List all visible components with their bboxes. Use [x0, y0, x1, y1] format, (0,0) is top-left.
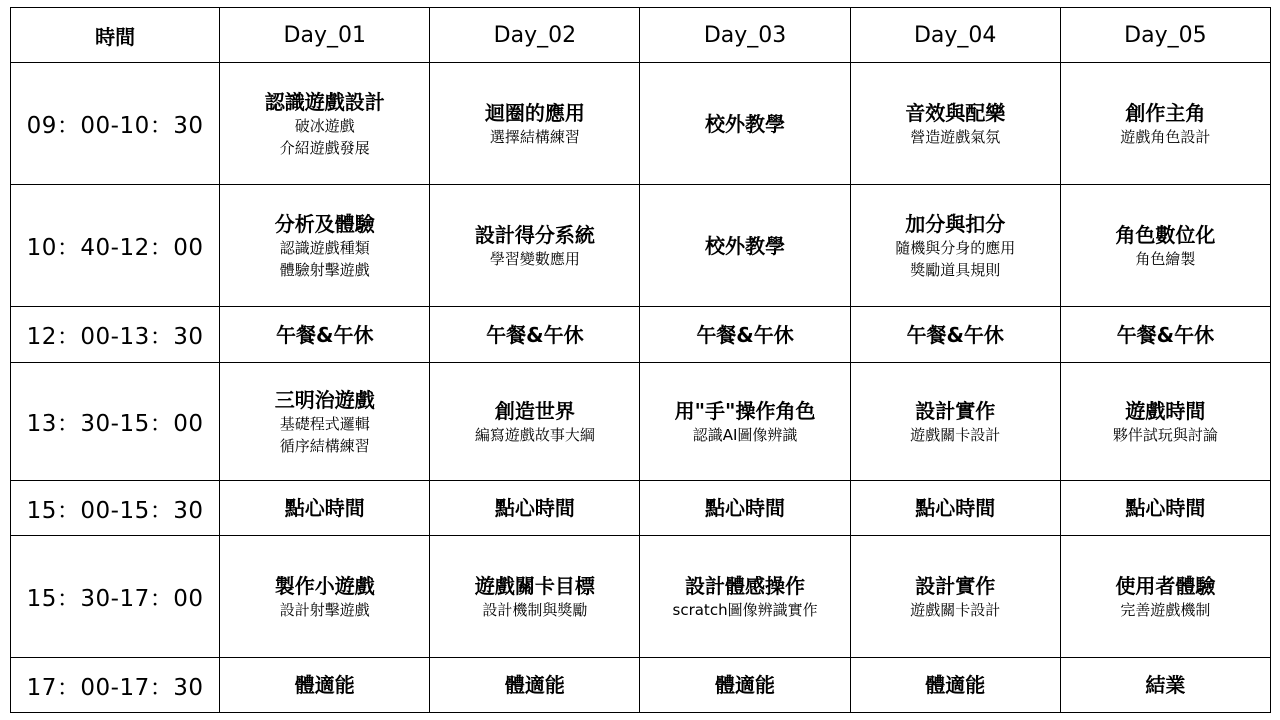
session-detail: 選擇結構練習 — [489, 127, 580, 146]
session-title: 午餐&午休 — [276, 322, 374, 347]
session-title: 點心時間 — [705, 496, 786, 520]
session-title: 設計實作 — [915, 573, 996, 598]
session-detail: 遊戲角色設計 — [1120, 127, 1211, 146]
session-cell — [1060, 481, 1270, 536]
session-detail: 遊戲關卡設計 — [910, 425, 1001, 444]
schedule-row — [11, 185, 1271, 307]
session-title: 結業 — [1145, 673, 1186, 697]
schedule-row — [11, 363, 1271, 481]
session-title: 遊戲關卡目標 — [474, 573, 595, 598]
session-detail: 破冰遊戲 — [294, 116, 355, 135]
session-cell — [1060, 363, 1270, 481]
day-header-3: Day_03 — [640, 8, 850, 63]
session-cell — [850, 658, 1060, 713]
session-detail: 隨機與分身的應用 — [895, 238, 1016, 257]
header-row — [11, 8, 1271, 63]
time-slot: 17：00-17：30 — [11, 658, 220, 713]
session-title: 點心時間 — [1125, 496, 1206, 520]
session-cell — [850, 481, 1060, 536]
session-title: 校外教學 — [705, 233, 786, 258]
session-title: 角色數位化 — [1115, 222, 1216, 247]
session-detail: 介紹遊戲發展 — [279, 138, 370, 157]
session-cell — [430, 481, 640, 536]
session-cell — [220, 536, 430, 658]
session-cell — [1060, 307, 1270, 363]
session-title: 體適能 — [294, 673, 355, 697]
session-detail: 循序結構練習 — [279, 436, 370, 455]
session-cell — [430, 307, 640, 363]
session-detail: 編寫遊戲故事大綱 — [474, 425, 595, 444]
session-detail: 設計機制與獎勵 — [482, 600, 588, 619]
day-header-2: Day_02 — [430, 8, 640, 63]
session-cell — [640, 658, 850, 713]
session-cell — [640, 536, 850, 658]
session-cell — [850, 536, 1060, 658]
session-cell — [430, 658, 640, 713]
session-cell — [850, 63, 1060, 185]
session-detail: 獎勵道具規則 — [910, 260, 1001, 279]
session-cell — [1060, 63, 1270, 185]
session-title: 製作小遊戲 — [274, 573, 375, 598]
schedule-row — [11, 307, 1271, 363]
session-detail: 遊戲關卡設計 — [910, 600, 1001, 619]
session-title: 三明治遊戲 — [274, 387, 375, 412]
session-title: 體適能 — [925, 673, 986, 697]
session-title: 迴圈的應用 — [484, 100, 585, 125]
session-detail: 夥伴試玩與討論 — [1112, 425, 1218, 444]
session-cell — [430, 63, 640, 185]
day-header-4: Day_04 — [850, 8, 1060, 63]
day-header-5: Day_05 — [1060, 8, 1270, 63]
session-cell — [220, 363, 430, 481]
session-title: 午餐&午休 — [486, 322, 584, 347]
schedule-row — [11, 536, 1271, 658]
session-title: 使用者體驗 — [1115, 573, 1216, 598]
session-title: 認識遊戲設計 — [264, 89, 385, 114]
schedule-row — [11, 63, 1271, 185]
time-slot: 15：30-17：00 — [11, 536, 220, 658]
session-detail: 學習變數應用 — [489, 249, 580, 268]
time-slot: 13：30-15：00 — [11, 363, 220, 481]
day-header-1: Day_01 — [220, 8, 430, 63]
time-slot: 10：40-12：00 — [11, 185, 220, 307]
session-title: 音效與配樂 — [905, 100, 1006, 125]
session-cell — [430, 363, 640, 481]
session-cell — [640, 363, 850, 481]
session-detail: 認識遊戲種類 — [279, 238, 370, 257]
session-cell — [220, 481, 430, 536]
session-title: 用"手"操作角色 — [674, 398, 816, 423]
session-title: 分析及體驗 — [274, 211, 375, 236]
schedule-table — [10, 7, 1271, 713]
schedule-row — [11, 658, 1271, 713]
session-detail: 基礎程式邏輯 — [279, 414, 370, 433]
session-cell — [850, 307, 1060, 363]
session-title: 體適能 — [504, 673, 565, 697]
schedule-row — [11, 481, 1271, 536]
session-detail: 設計射擊遊戲 — [279, 600, 370, 619]
session-cell — [850, 185, 1060, 307]
schedule-body — [11, 63, 1271, 713]
session-cell — [1060, 658, 1270, 713]
session-title: 創造世界 — [494, 398, 575, 423]
session-detail: scratch圖像辨識實作 — [672, 600, 818, 619]
session-title: 設計體感操作 — [685, 573, 806, 598]
session-title: 點心時間 — [494, 496, 575, 520]
session-cell — [220, 185, 430, 307]
session-cell — [220, 63, 430, 185]
session-title: 午餐&午休 — [696, 322, 794, 347]
session-title: 設計得分系統 — [474, 222, 595, 247]
session-title: 加分與扣分 — [905, 211, 1006, 236]
session-title: 遊戲時間 — [1125, 398, 1206, 423]
session-title: 點心時間 — [284, 496, 365, 520]
time-slot: 09：00-10：30 — [11, 63, 220, 185]
session-detail: 角色繪製 — [1135, 249, 1196, 268]
session-title: 午餐&午休 — [906, 322, 1004, 347]
session-title: 創作主角 — [1125, 100, 1206, 125]
session-title: 點心時間 — [915, 496, 996, 520]
session-cell — [640, 63, 850, 185]
session-title: 午餐&午休 — [1116, 322, 1215, 347]
session-title: 校外教學 — [705, 111, 786, 136]
session-title: 設計實作 — [915, 398, 996, 423]
session-cell — [220, 658, 430, 713]
session-cell — [640, 185, 850, 307]
session-cell — [220, 307, 430, 363]
time-slot: 12：00-13：30 — [11, 307, 220, 363]
session-detail: 完善遊戲機制 — [1120, 600, 1211, 619]
session-cell — [640, 307, 850, 363]
session-cell — [1060, 536, 1270, 658]
session-cell — [1060, 185, 1270, 307]
session-detail: 營造遊戲氣氛 — [910, 127, 1001, 146]
session-cell — [430, 536, 640, 658]
session-detail: 認識AI圖像辨識 — [692, 425, 798, 444]
session-cell — [430, 185, 640, 307]
time-slot: 15：00-15：30 — [11, 481, 220, 536]
time-column-header: 時間 — [11, 8, 220, 63]
session-detail: 體驗射擊遊戲 — [279, 260, 370, 279]
session-cell — [850, 363, 1060, 481]
session-cell — [640, 481, 850, 536]
session-title: 體適能 — [715, 673, 776, 697]
